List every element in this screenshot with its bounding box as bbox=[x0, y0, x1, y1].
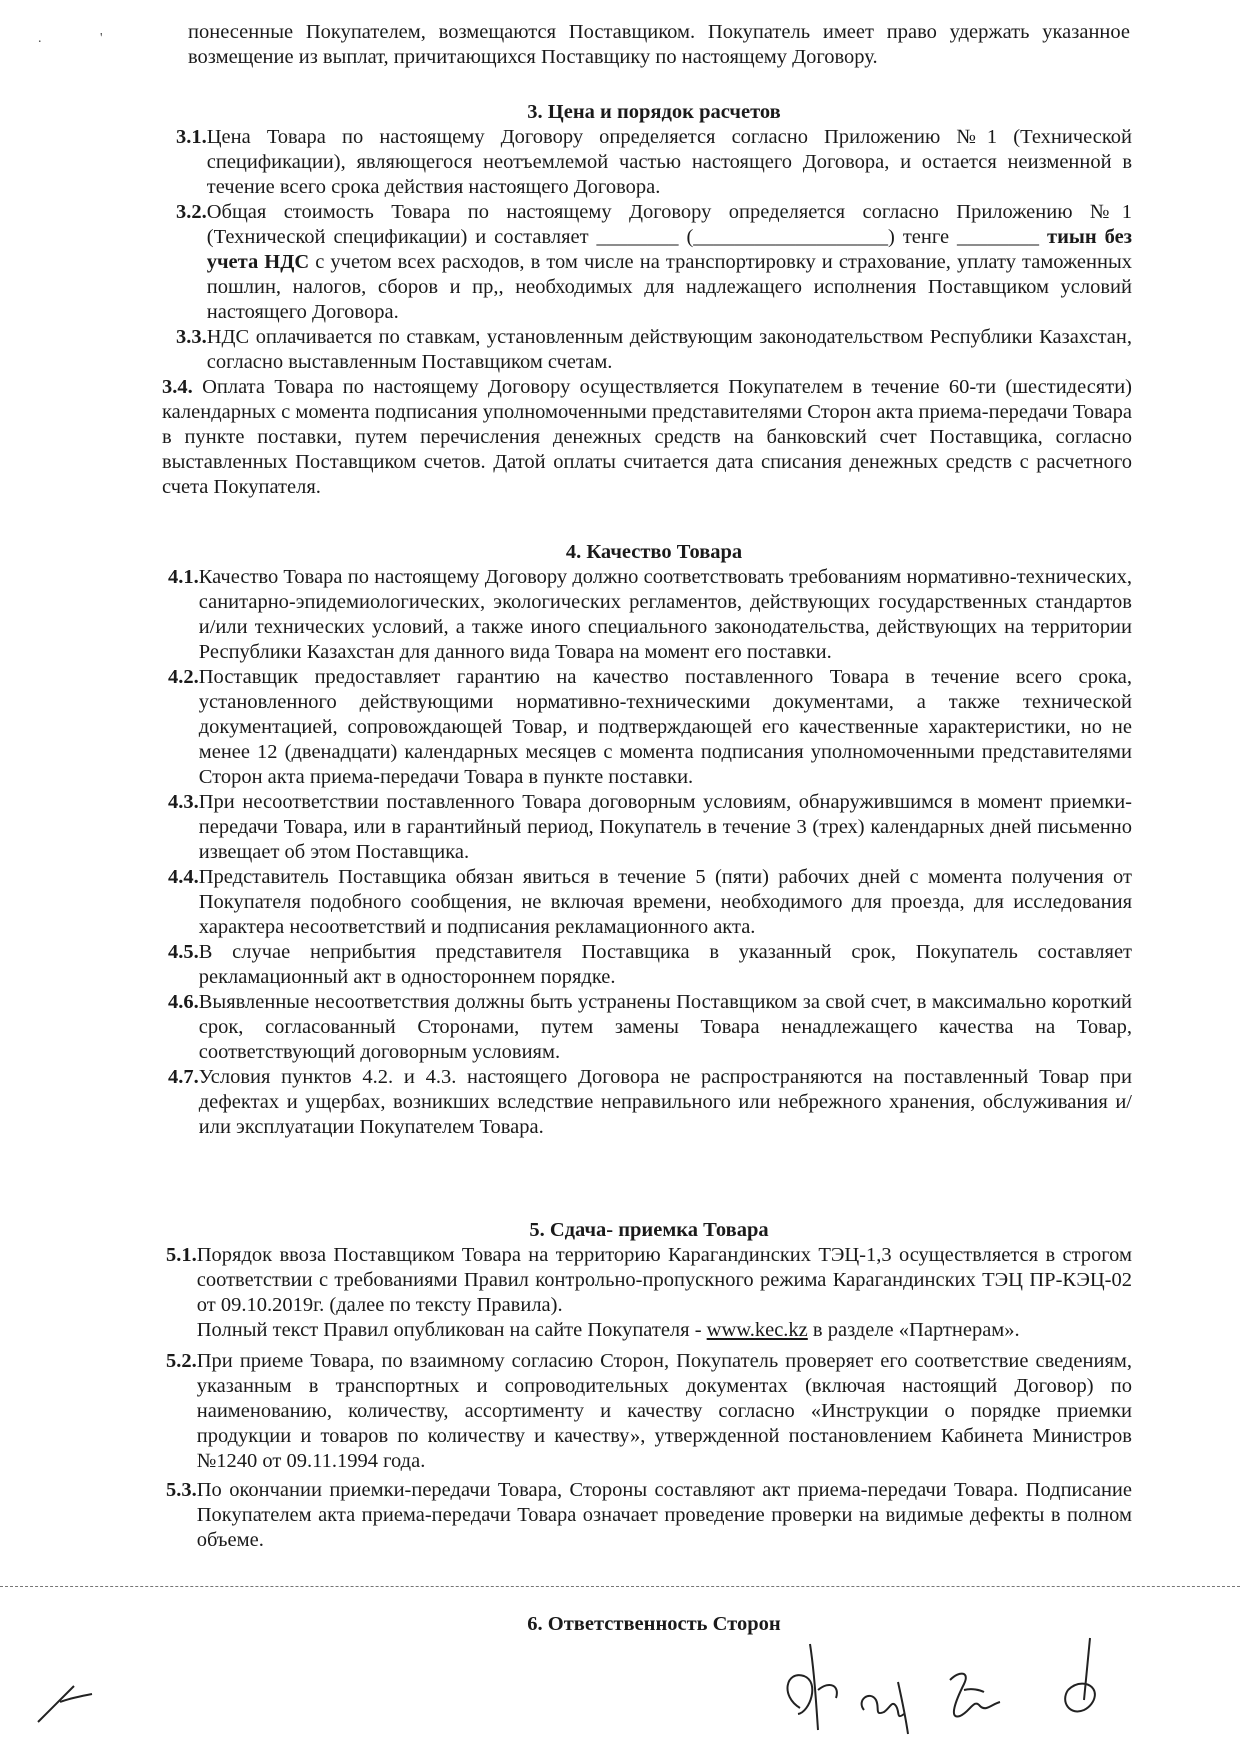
clause-number: 3.2. bbox=[176, 201, 207, 223]
clause-number: 4.7. bbox=[168, 1066, 199, 1088]
clause-number: 5.3. bbox=[166, 1479, 197, 1501]
clause-text-part: Порядок ввоза Поставщиком Товара на территорию Карагандинских ТЭЦ-1,3 осуществляется в строгом соответствии с требованиями Правил контрольно-пропускного режима Карагандинских ТЭЦ ПР-КЭЦ-02 от 09.10.2019г. (далее по тексту Правила). bbox=[196, 1244, 1132, 1316]
clause-4-4 bbox=[168, 865, 1132, 940]
clause-text-part bbox=[197, 1318, 1132, 1343]
website-link[interactable]: www.kec.kz bbox=[706, 1319, 808, 1341]
section-3 bbox=[162, 100, 1133, 500]
clause-4-6 bbox=[168, 990, 1132, 1065]
clause-text: Качество Товара по настоящему Договору должно соответствовать требованиям нормативно-технических, санитарно-эпидемиологических, экологических регламентов, действующих государственных стандартов и/или технических условий, а также иного специального законодательства, действующих на территории Республики Казахстан для данного вида Товара на момент его поставки. bbox=[198, 566, 1132, 663]
clause-text: Выявленные несоответствия должны быть устранены Поставщиком за свой счет, в максимально короткий срок, согласованный Сторонами, путем замены Товара ненадлежащего качества на Товар, соответствующий договорным условиям. bbox=[198, 991, 1132, 1063]
signature-initial-1 bbox=[770, 1630, 860, 1740]
clause-text: Поставщик предоставляет гарантию на качество поставленного Товара в течение всего срока, установленного действующими нормативно-техническими документами, а также технической документацией, сопровождающей Товар, и подтверждающей его качественные характеристики, но не менее 12 (двенадцати) календарных месяцев с момента подписания уполномоченными представителями Сторон акта приема-передачи Товара в пункте поставки. bbox=[198, 666, 1132, 788]
clause-text: При несоответствии поставленного Товара договорным условиям, обнаружившимся в момент приемки-передачи Товара, или в гарантийный период, Покупатель в течение 3 (трех) календарных дней письменно извещает об этом Поставщика. bbox=[198, 791, 1132, 863]
clause-4-3 bbox=[168, 790, 1132, 865]
clause-4-5 bbox=[168, 940, 1132, 990]
clause-number: 4.3. bbox=[168, 791, 199, 813]
clause-5-3 bbox=[166, 1478, 1132, 1553]
clause-number: 4.6. bbox=[168, 991, 199, 1013]
signature-initial-2 bbox=[850, 1660, 930, 1740]
clause-number: 5.1. bbox=[166, 1244, 197, 1266]
clause-5-2 bbox=[166, 1349, 1132, 1474]
section-6 bbox=[176, 1612, 1132, 1637]
section-4 bbox=[168, 540, 1132, 1140]
clause-text-bold: тиын без учета НДС bbox=[206, 226, 1133, 273]
clause-text-part: с учетом всех расходов, в том числе на транспортировку и страхование, уплату таможенных пошлин, налогов, сборов и пр,, необходимых для надлежащего исполнения Поставщиком условий настоящего Договора. bbox=[206, 251, 1132, 323]
clause-text: Условия пунктов 4.2. и 4.3. настоящего Договора не распространяются на поставленный Товар при дефектах и ущербах, возникших вследствие неправильного или небрежного хранения, обслуживания и/или эксплуатации Покупателем Товара. bbox=[198, 1066, 1132, 1138]
intro-paragraph: понесенные Покупателем, возмещаются Поставщиком. Покупатель имеет право удержать указанное возмещение из выплат, причитающихся Поставщику по настоящему Договору. bbox=[188, 21, 1130, 68]
section-title: 3. Цена и порядок расчетов bbox=[527, 101, 781, 123]
clause-text-part: Полный текст Правил опубликован на сайте Покупателя - bbox=[196, 1319, 707, 1341]
clause-number: 5.2. bbox=[166, 1350, 197, 1372]
clause-number: 3.4. bbox=[162, 376, 193, 398]
clause-number: 4.5. bbox=[168, 941, 199, 963]
clause-text: В случае неприбытия представителя Поставщика в указанный срок, Покупатель составляет рекламационный акт в одностороннем порядке. bbox=[198, 941, 1132, 988]
clause-text: Представитель Поставщика обязан явиться в течение 5 (пяти) рабочих дней с момента получения от Покупателя подобного сообщения, не включая времени, необходимого для проезда, для исследования характера несоответствий и подписания рекламационного акта. bbox=[198, 866, 1132, 938]
clause-3-2 bbox=[176, 200, 1132, 325]
page-divider bbox=[0, 1586, 1240, 1587]
clause-number: 4.2. bbox=[168, 666, 199, 688]
clause-3-3 bbox=[176, 325, 1132, 375]
section-title: 5. Сдача- приемка Товара bbox=[529, 1219, 769, 1241]
scan-dot: . bbox=[38, 31, 42, 46]
clause-5-1 bbox=[166, 1243, 1132, 1343]
clause-4-2 bbox=[168, 665, 1132, 790]
clause-number: 4.1. bbox=[168, 566, 199, 588]
signature-initial-4 bbox=[1050, 1630, 1120, 1730]
section-title: 4. Качество Товара bbox=[565, 541, 743, 563]
clause-text: НДС оплачивается по ставкам, установленным действующим законодательством Республики Казахстан, согласно выставленным Поставщиком счетам. bbox=[206, 326, 1132, 373]
signature-initial-3 bbox=[930, 1650, 1020, 1740]
section-5 bbox=[166, 1218, 1132, 1553]
clause-3-1 bbox=[176, 125, 1132, 200]
clause-text-part: в разделе «Партнерам». bbox=[807, 1319, 1020, 1341]
clause-text-part: Общая стоимость Товара по настоящему Договору определяется согласно Приложению №1 (Технической спецификации) и составляет ________ (___________________) тенге ________ bbox=[206, 201, 1132, 248]
section-title: 6. Ответственность Сторон bbox=[527, 1613, 781, 1635]
clause-text: Оплата Товара по настоящему Договору осуществляется Покупателем в течение 60-ти (шестидесяти) календарных с момента подписания уполномоченными представителями Сторон акта приема-передачи Товара в пункте поставки, путем перечисления денежных средств на банковский счет Поставщика, согласно выставленных Поставщиком счетов. Датой оплаты считается дата списания денежных средств с расчетного счета Покупателя. bbox=[162, 376, 1132, 498]
scan-dot: ' bbox=[100, 31, 103, 46]
clause-4-7 bbox=[168, 1065, 1132, 1140]
clause-number: 3.1. bbox=[176, 126, 207, 148]
clause-text bbox=[207, 200, 1132, 325]
signature-initial-left bbox=[30, 1670, 100, 1730]
clause-3-4 bbox=[162, 375, 1132, 500]
clause-4-1 bbox=[168, 565, 1132, 665]
clause-text: Цена Товара по настоящему Договору определяется согласно Приложению №1 (Технической спецификации), являющегося неотъемлемой частью настоящего Договора, и остается неизменной в течение всего срока действия настоящего Договора. bbox=[206, 126, 1132, 198]
clause-text: По окончании приемки-передачи Товара, Стороны составляют акт приема-передачи Товара. Подписание Покупателем акта приема-передачи Товара означает проведение проверки на видимые дефекты в полном объеме. bbox=[196, 1479, 1132, 1551]
clause-number: 3.3. bbox=[176, 326, 207, 348]
clause-number: 4.4. bbox=[168, 866, 199, 888]
clause-text bbox=[197, 1243, 1132, 1343]
clause-text: При приеме Товара, по взаимному согласию Сторон, Покупатель проверяет его соответствие сведениям, указанным в транспортных и сопроводительных документах (включая настоящий Договор) по наименованию, количеству, ассортименту и качеству согласно «Инструкции о порядке приемки продукции и товаров по количеству и качеству», утвержденной постановлением Кабинета Министров №1240 от 09.11.1994 года. bbox=[196, 1350, 1132, 1472]
